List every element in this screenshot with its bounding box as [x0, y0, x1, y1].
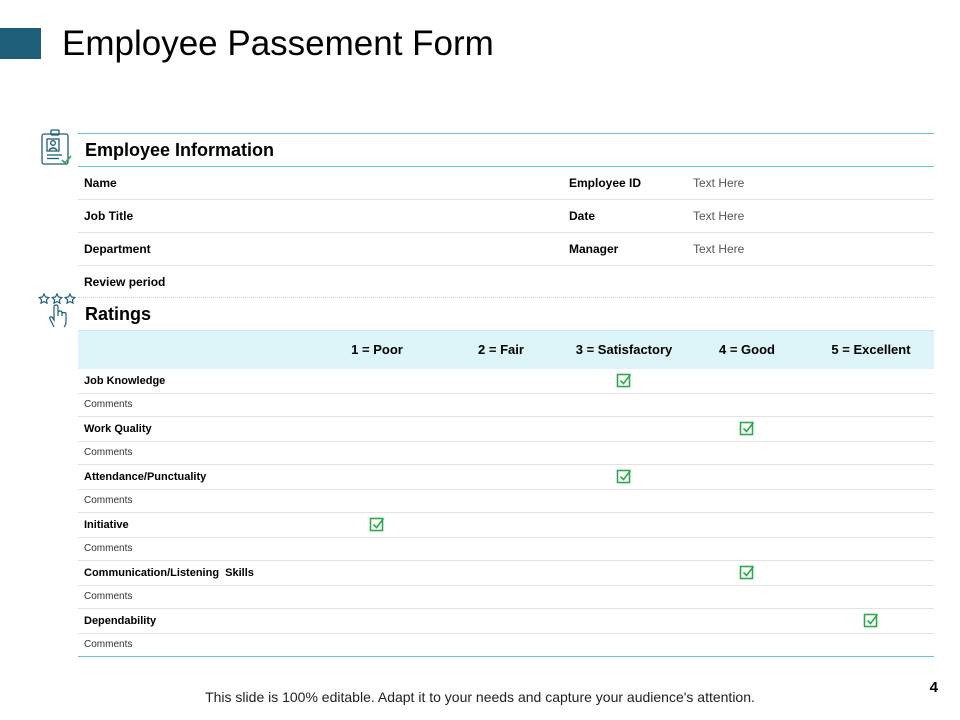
comments-row[interactable]: [78, 394, 934, 417]
footer-note: This slide is 100% editable. Adapt it to your needs and capture your audience's attention.: [205, 689, 755, 705]
manager-value[interactable]: Text Here: [693, 242, 745, 256]
rating-scale-header: [78, 330, 934, 369]
comments-label: Comments: [84, 495, 133, 506]
scale-poor: 1 = Poor: [351, 342, 403, 357]
rating-checkbox-checked-icon[interactable]: [616, 469, 632, 485]
comments-label: Comments: [84, 447, 133, 458]
scale-satisfactory: 3 = Satisfactory: [575, 342, 673, 357]
comments-row[interactable]: [78, 490, 934, 513]
id-badge-icon: [40, 129, 74, 167]
employee-id-value[interactable]: Text Here: [693, 176, 745, 190]
rating-checkbox-checked-icon[interactable]: [739, 565, 755, 581]
criterion-row: [78, 609, 934, 634]
rating-checkbox-checked-icon[interactable]: [616, 373, 632, 389]
rating-checkbox-checked-icon[interactable]: [739, 421, 755, 437]
ratings-table: [78, 297, 934, 657]
rating-checkbox-checked-icon[interactable]: [369, 517, 385, 533]
info-row-review-period: [78, 266, 934, 298]
criterion-label: Attendance/Punctuality: [84, 471, 207, 483]
comments-row[interactable]: [78, 586, 934, 609]
comments-label: Comments: [84, 543, 133, 554]
criterion-label: Work Quality: [84, 423, 152, 435]
criterion-label: Initiative: [84, 519, 129, 531]
criterion-label: Communication/Listening Skills: [84, 567, 254, 579]
info-row-name: [78, 167, 934, 200]
date-label: Date: [569, 209, 596, 223]
comments-row[interactable]: [78, 634, 934, 657]
date-value[interactable]: Text Here: [693, 209, 745, 223]
comments-label: Comments: [84, 639, 133, 650]
manager-label: Manager: [569, 242, 619, 256]
scale-excellent: 5 = Excellent: [831, 342, 911, 357]
employee-id-label: Employee ID: [569, 176, 642, 190]
job-title-label: Job Title: [84, 209, 134, 223]
criterion-row: [78, 465, 934, 490]
criterion-row: [78, 513, 934, 538]
criterion-label: Dependability: [84, 615, 157, 627]
criterion-row: [78, 369, 934, 394]
scale-fair: 2 = Fair: [478, 342, 524, 357]
criterion-label: Job Knowledge: [84, 375, 166, 387]
info-row-department: [78, 233, 934, 266]
comments-label: Comments: [84, 591, 133, 602]
department-label: Department: [84, 242, 151, 256]
comments-row[interactable]: [78, 538, 934, 561]
employee-info-heading: Employee Information: [78, 133, 934, 167]
rating-checkbox-checked-icon[interactable]: [863, 613, 879, 629]
employee-info-table: [78, 133, 934, 298]
page-number: 4: [929, 679, 938, 696]
criterion-row: [78, 417, 934, 442]
ratings-heading: Ratings: [78, 297, 934, 330]
name-label: Name: [84, 176, 117, 190]
comments-row[interactable]: [78, 442, 934, 465]
hand-stars-icon: [38, 292, 78, 330]
title-accent-bar: [0, 28, 41, 59]
info-row-job-title: [78, 200, 934, 233]
review-period-label: Review period: [84, 275, 166, 289]
page-title: Employee Passement Form: [62, 24, 494, 63]
scale-good: 4 = Good: [719, 342, 775, 357]
comments-label: Comments: [84, 399, 133, 410]
criterion-row: [78, 561, 934, 586]
